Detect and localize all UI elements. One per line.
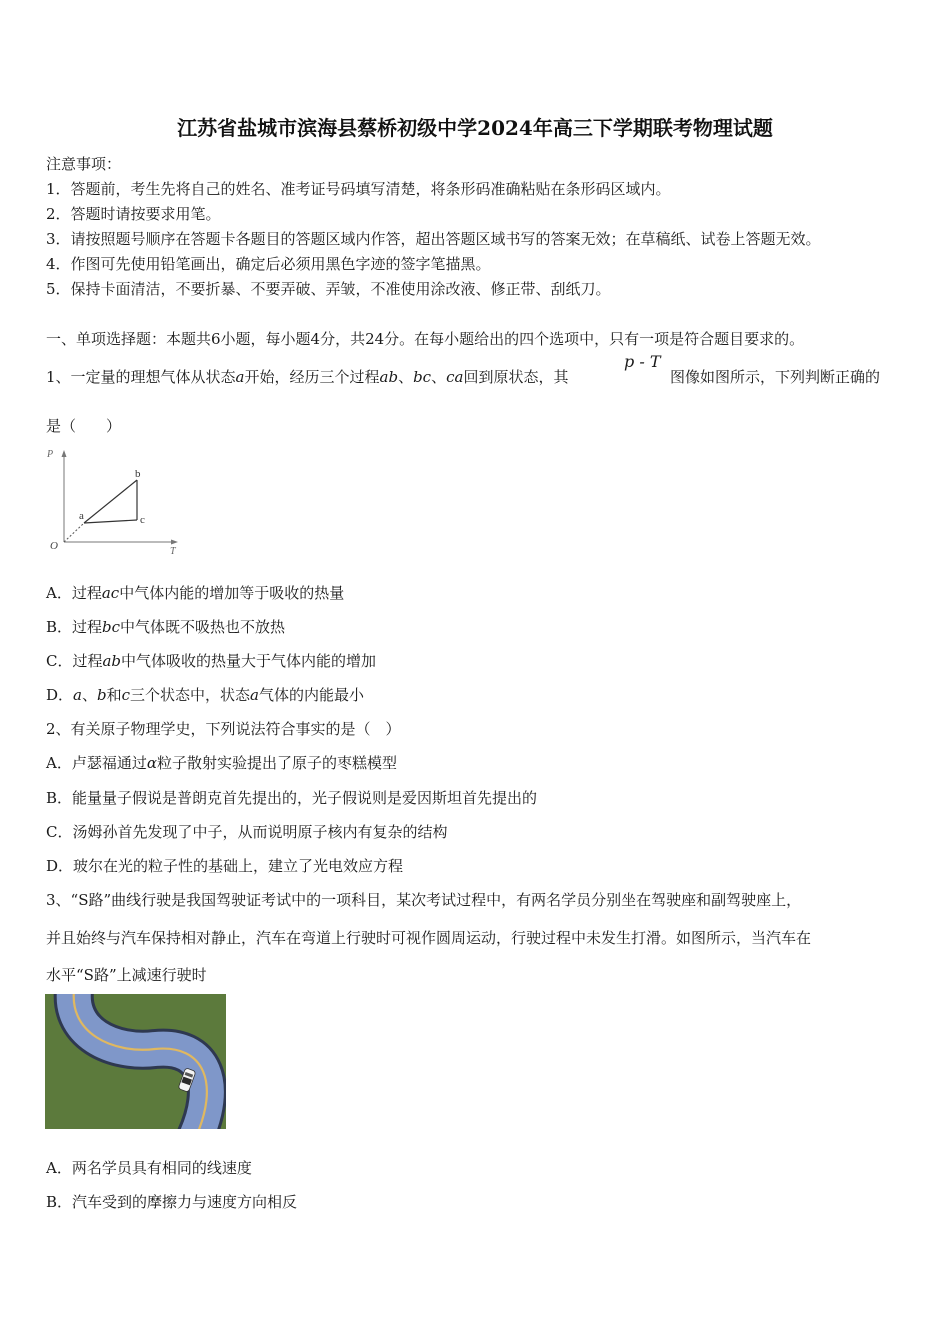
q2-option-a-pre: A．卢瑟福通过 <box>46 754 147 772</box>
q1-var-ca: ca <box>446 368 464 386</box>
q2-option-d: D．玻尔在光的粒子性的基础上，建立了光电效应方程 <box>46 857 404 875</box>
point-c-label: c <box>140 514 145 526</box>
q1-option-c-label: C．过程 <box>46 652 103 670</box>
pt-graph <box>44 446 184 558</box>
q1-stem-d: 图像如图所示，下列判断正确的 <box>670 368 881 386</box>
q1-stem-c: 回到原状态，其 <box>463 368 569 386</box>
point-a-label: a <box>79 510 84 522</box>
q3-stem-line3: 水平“S路”上减速行驶时 <box>46 966 207 984</box>
q3-option-b: B．汽车受到的摩擦力与速度方向相反 <box>46 1193 298 1211</box>
notice-item-4: 4．作图可先使用铅笔画出，确定后必须用黑色字迹的签字笔描黑。 <box>46 255 491 273</box>
q1-option-b-var: bc <box>102 618 121 636</box>
q2-stem: 2、有关原子物理学史，下列说法符合事实的是（ ） <box>46 720 401 738</box>
q1-var-a: a <box>235 368 245 386</box>
q1-option-a <box>46 582 344 603</box>
q1-option-d-label: D． <box>46 686 74 704</box>
q2-option-a-post: 粒子散射实验提出了原子的枣糕模型 <box>156 754 397 772</box>
notice-item-2: 2．答题时请按要求用笔。 <box>46 205 221 223</box>
q1-option-d-var-a2: a <box>250 686 259 704</box>
q2-option-a-alpha: α <box>146 754 157 772</box>
point-b-label: b <box>135 468 141 480</box>
process-ab-line <box>84 480 137 523</box>
q2-option-b: B．能量量子假说是普朗克首先提出的，光子假说则是爱因斯坦首先提出的 <box>46 789 538 807</box>
q1-option-d-text2: 气体的内能最小 <box>259 686 365 704</box>
x-axis-label: T <box>170 546 176 557</box>
q1-option-a-label: A．过程 <box>46 584 102 602</box>
q1-var-bc: bc <box>413 368 432 386</box>
q1-option-a-text: 中气体内能的增加等于吸收的热量 <box>119 584 345 602</box>
q3-stem-line1: 3、“S路”曲线行驶是我国驾驶证考试中的一项科目，某次考试过程中，有两名学员分别坐在驾驶座和副驾驶座上， <box>46 891 802 909</box>
notice-item-1: 1．答题前，考生先将自己的姓名、准考证号码填写清楚，将条形码准确粘贴在条形码区域内。 <box>46 180 671 198</box>
origin-label: O <box>50 540 58 552</box>
q1-option-d-text1: 三个状态中，状态 <box>130 686 251 704</box>
q1-formula: p - T <box>624 352 661 371</box>
q2-option-c: C．汤姆孙首先发现了中子，从而说明原子核内有复杂的结构 <box>46 823 448 841</box>
q1-option-c <box>46 650 376 671</box>
section-heading: 一、单项选择题：本题共6小题，每小题4分，共24分。在每小题给出的四个选项中，只有一项是符合题目要求的。 <box>46 330 805 348</box>
q1-sep2: 、 <box>431 368 447 386</box>
notice-item-3: 3．请按照题号顺序在答题卡各题目的答题区域内作答，超出答题区域书写的答案无效；在草稿纸、试卷上答题无效。 <box>46 230 821 248</box>
y-axis-arrow-icon <box>62 450 67 457</box>
q1-option-c-text: 中气体吸收的热量大于气体内能的增加 <box>121 652 377 670</box>
q1-option-d-var-c: c <box>121 686 131 704</box>
q1-stem-b: 开始，经历三个过程 <box>244 368 380 386</box>
extension-dashed-line <box>64 523 84 542</box>
q1-stem-a: 1、一定量的理想气体从状态 <box>46 368 236 386</box>
y-axis-label: P <box>47 449 54 460</box>
q1-option-b-label: B．过程 <box>46 618 103 636</box>
page-title: 江苏省盐城市滨海县蔡桥初级中学2024年高三下学期联考物理试题 <box>177 116 773 140</box>
notice-heading: 注意事项： <box>46 155 122 173</box>
q3-stem-line2: 并且始终与汽车保持相对静止，汽车在弯道上行驶时可视作圆周运动，行驶过程中未发生打滑。如图所示，当汽车在 <box>46 929 812 947</box>
q1-option-d <box>46 684 364 705</box>
q1-option-a-var: ac <box>101 584 120 602</box>
process-ca-line <box>84 520 137 523</box>
q1-sep1: 、 <box>398 368 414 386</box>
q1-option-d-sep2: 和 <box>106 686 122 704</box>
notice-item-5: 5．保持卡面清洁，不要折暴、不要弄破、弄皱，不准使用涂改液、修正带、刮纸刀。 <box>46 280 611 298</box>
q1-option-d-var-a: a <box>73 686 82 704</box>
q1-option-d-sep1: 、 <box>81 686 97 704</box>
q1-option-d-var-b: b <box>97 686 107 704</box>
q1-var-ab: ab <box>379 368 399 386</box>
s-road-image <box>45 994 226 1129</box>
q2-option-a <box>46 752 397 773</box>
x-axis-arrow-icon <box>171 540 178 545</box>
q1-option-b-text: 中气体既不吸热也不放热 <box>120 618 286 636</box>
q1-stem-line2: 是（ ） <box>46 417 122 435</box>
q1-stem-line1 <box>46 366 568 387</box>
q3-option-a: A．两名学员具有相同的线速度 <box>46 1159 252 1177</box>
q1-option-c-var: ab <box>102 652 122 670</box>
q1-option-b <box>46 616 285 637</box>
